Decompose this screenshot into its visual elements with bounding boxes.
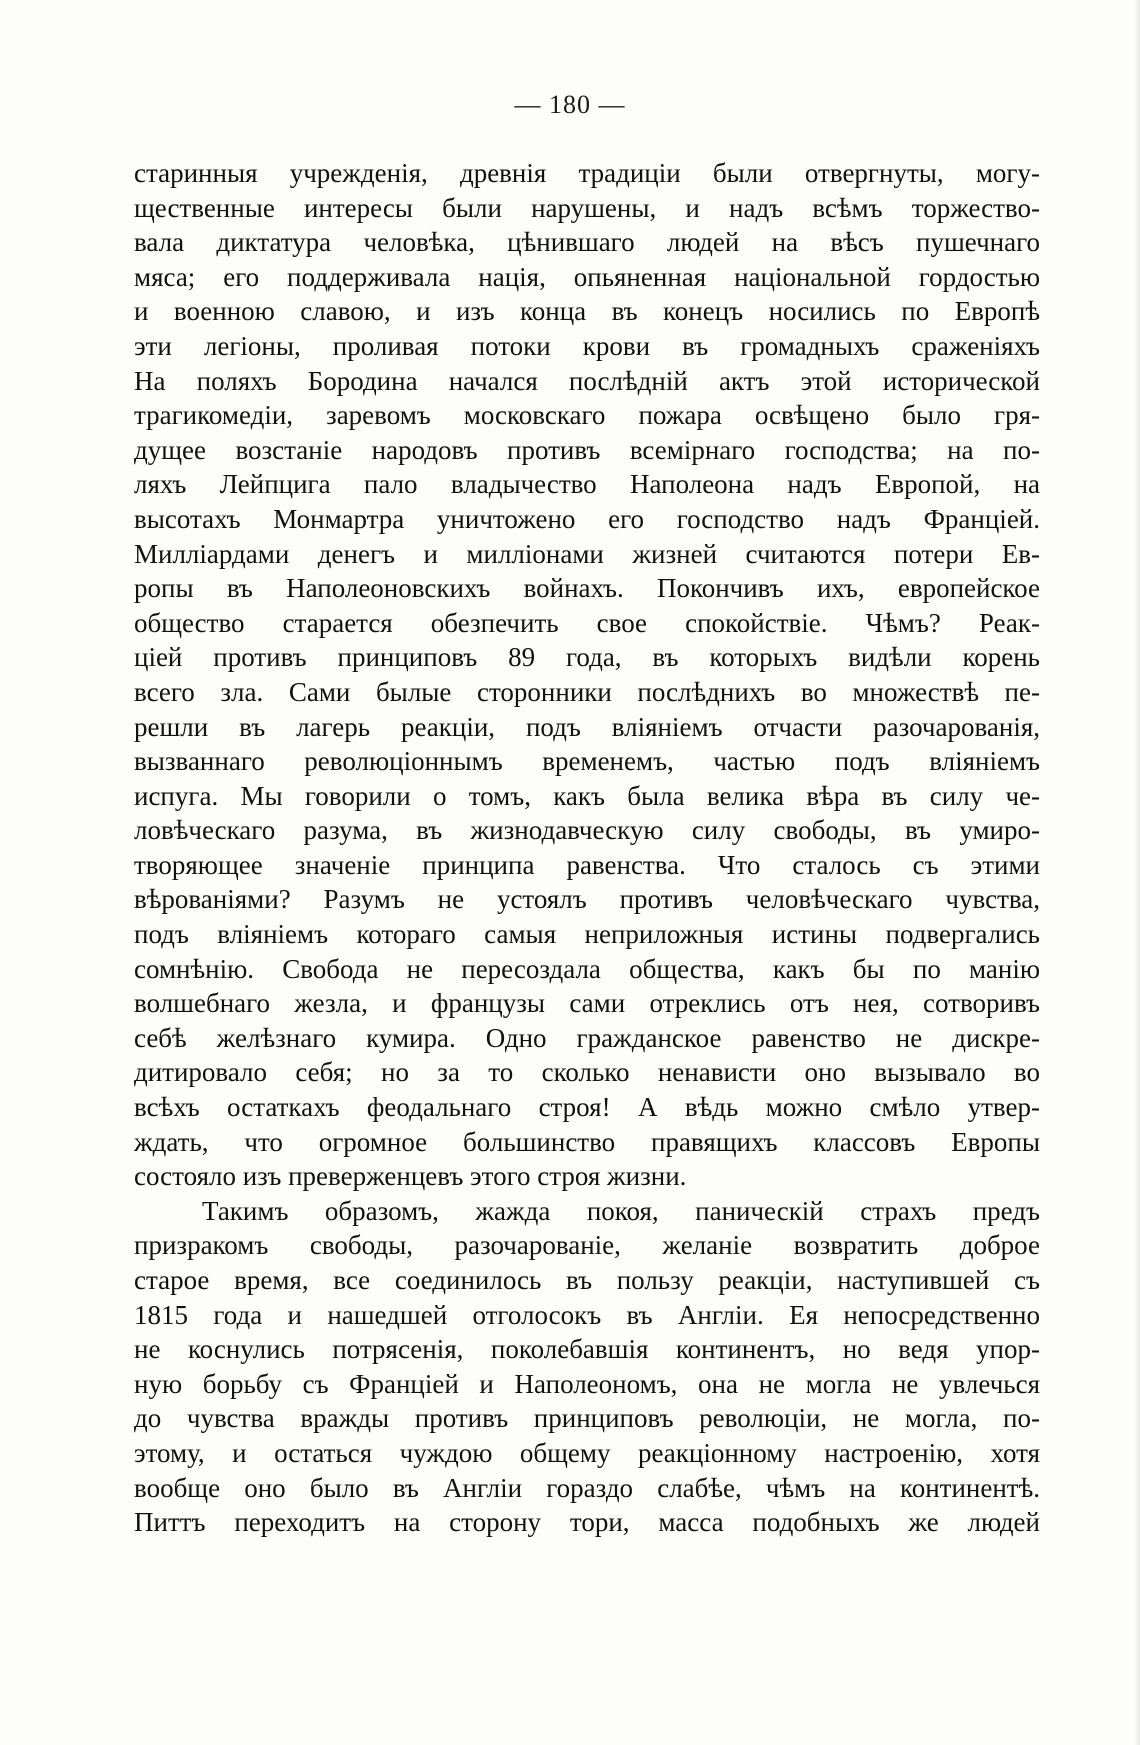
text-line: эти легіоны, проливая потоки крови въ громадныхъ сраженіяхъ [134, 330, 1040, 361]
text-line: ціей противъ принциповъ 89 года, въ которыхъ видѣли корень [134, 642, 1040, 673]
text-line: сомнѣнію. Свобода не пересоздала общества, какъ бы по манію [134, 953, 1040, 984]
text-line: мяса; его поддерживала нація, опьяненная національной гордостью [134, 261, 1040, 292]
text-line: и военною славою, и изъ конца въ конецъ носились по Европѣ [134, 296, 1040, 327]
text-line: состояло изъ преверженцевъ этого строя жизни. [134, 1161, 687, 1192]
text-line: волшебнаго жезла, и французы сами отреклись отъ нея, сотворивъ [134, 988, 1040, 1019]
text-line: дитировало себя; но за то сколько ненависти оно вызывало во [134, 1057, 1040, 1088]
page-edge [1134, 0, 1140, 1745]
text-line: подъ вліяніемъ котораго самыя неприложныя истины подвергались [134, 919, 1040, 950]
text-line: высотахъ Монмартра уничтожено его господство надъ Франціей. [134, 503, 1040, 534]
text-line: этому, и остаться чуждою общему реакціонному настроенію, хотя [134, 1437, 1040, 1468]
text-line: испуга. Мы говорили о томъ, какъ была велика вѣра въ силу че- [134, 780, 1040, 811]
text-line: ропы въ Наполеоновскихъ войнахъ. Покончивъ ихъ, европейское [134, 573, 1040, 604]
text-line: ждать, что огромное большинство правящихъ классовъ Европы [134, 1126, 1040, 1157]
text-line: общество старается обезпечить свое спокойствіе. Чѣмъ? Реак- [134, 607, 1040, 638]
text-line: дущее возстаніе народовъ противъ всемірнаго господства; на по- [134, 434, 1040, 465]
text-line: себѣ желѣзнаго кумира. Одно гражданское равенство не дискре- [134, 1022, 1040, 1053]
text-line: трагикомедіи, заревомъ московскаго пожара освѣщено было гря- [134, 400, 1040, 431]
text-line: старинныя учрежденія, древнія традиціи были отвергнуты, могу- [134, 158, 1040, 188]
text-line: вообще оно было въ Англіи гораздо слабѣе, чѣмъ на континентѣ. [134, 1472, 1040, 1503]
text-line: щественные интересы были нарушены, и надъ всѣмъ торжество- [134, 192, 1040, 223]
text-line: Милліардами денегъ и милліонами жизней считаются потери Ев- [134, 538, 1040, 569]
text-line: Питтъ переходитъ на сторону тори, масса подобныхъ же людей [134, 1507, 1040, 1538]
body-text [134, 156, 1040, 1540]
text-line: Такимъ образомъ, жажда покоя, паническій страхъ предъ [202, 1195, 1040, 1226]
page-number: — 180 — [514, 90, 626, 119]
text-line: вала диктатура человѣка, цѣнившаго людей на вѣсъ пушечнаго [134, 227, 1040, 258]
text-line: вѣрованіями? Разумъ не устоялъ противъ человѣческаго чувства, [134, 884, 1040, 915]
text-line: всего зла. Сами былые сторонники послѣднихъ во множествѣ пе- [134, 676, 1040, 707]
text-line: всѣхъ остаткахъ феодальнаго строя! А вѣдь можно смѣло утвер- [134, 1092, 1040, 1123]
text-line: не коснулись потрясенія, поколебавшія континентъ, но ведя упор- [134, 1334, 1040, 1365]
text-line: творяющее значеніе принципа равенства. Что сталось съ этими [134, 849, 1040, 880]
text-line: до чувства вражды противъ принциповъ революціи, не могла, по- [134, 1403, 1040, 1434]
text-line: ную борьбу съ Франціей и Наполеономъ, она не могла не увлечься [134, 1368, 1040, 1399]
text-line: старое время, все соединилось въ пользу реакціи, наступившей съ [134, 1265, 1040, 1295]
text-line: ловѣческаго разума, въ жизнодавческую силу свободы, въ умиро- [134, 815, 1040, 846]
text-line: вызваннаго революціоннымъ временемъ, частью подъ вліяніемъ [134, 746, 1040, 777]
text-line: призракомъ свободы, разочарованіе, желаніе возвратить доброе [134, 1230, 1040, 1261]
text-line: решли въ лагерь реакціи, подъ вліяніемъ отчасти разочарованія, [134, 711, 1040, 742]
text-line: 1815 года и нашедшей отголосокъ въ Англіи. Ея непосредственно [134, 1299, 1040, 1330]
paragraph-2 [134, 1194, 1040, 1540]
paragraph-1 [134, 156, 1040, 1194]
text-line: На поляхъ Бородина начался послѣдній актъ этой исторической [134, 365, 1040, 396]
text-line: ляхъ Лейпцига пало владычество Наполеона надъ Европой, на [134, 469, 1040, 500]
